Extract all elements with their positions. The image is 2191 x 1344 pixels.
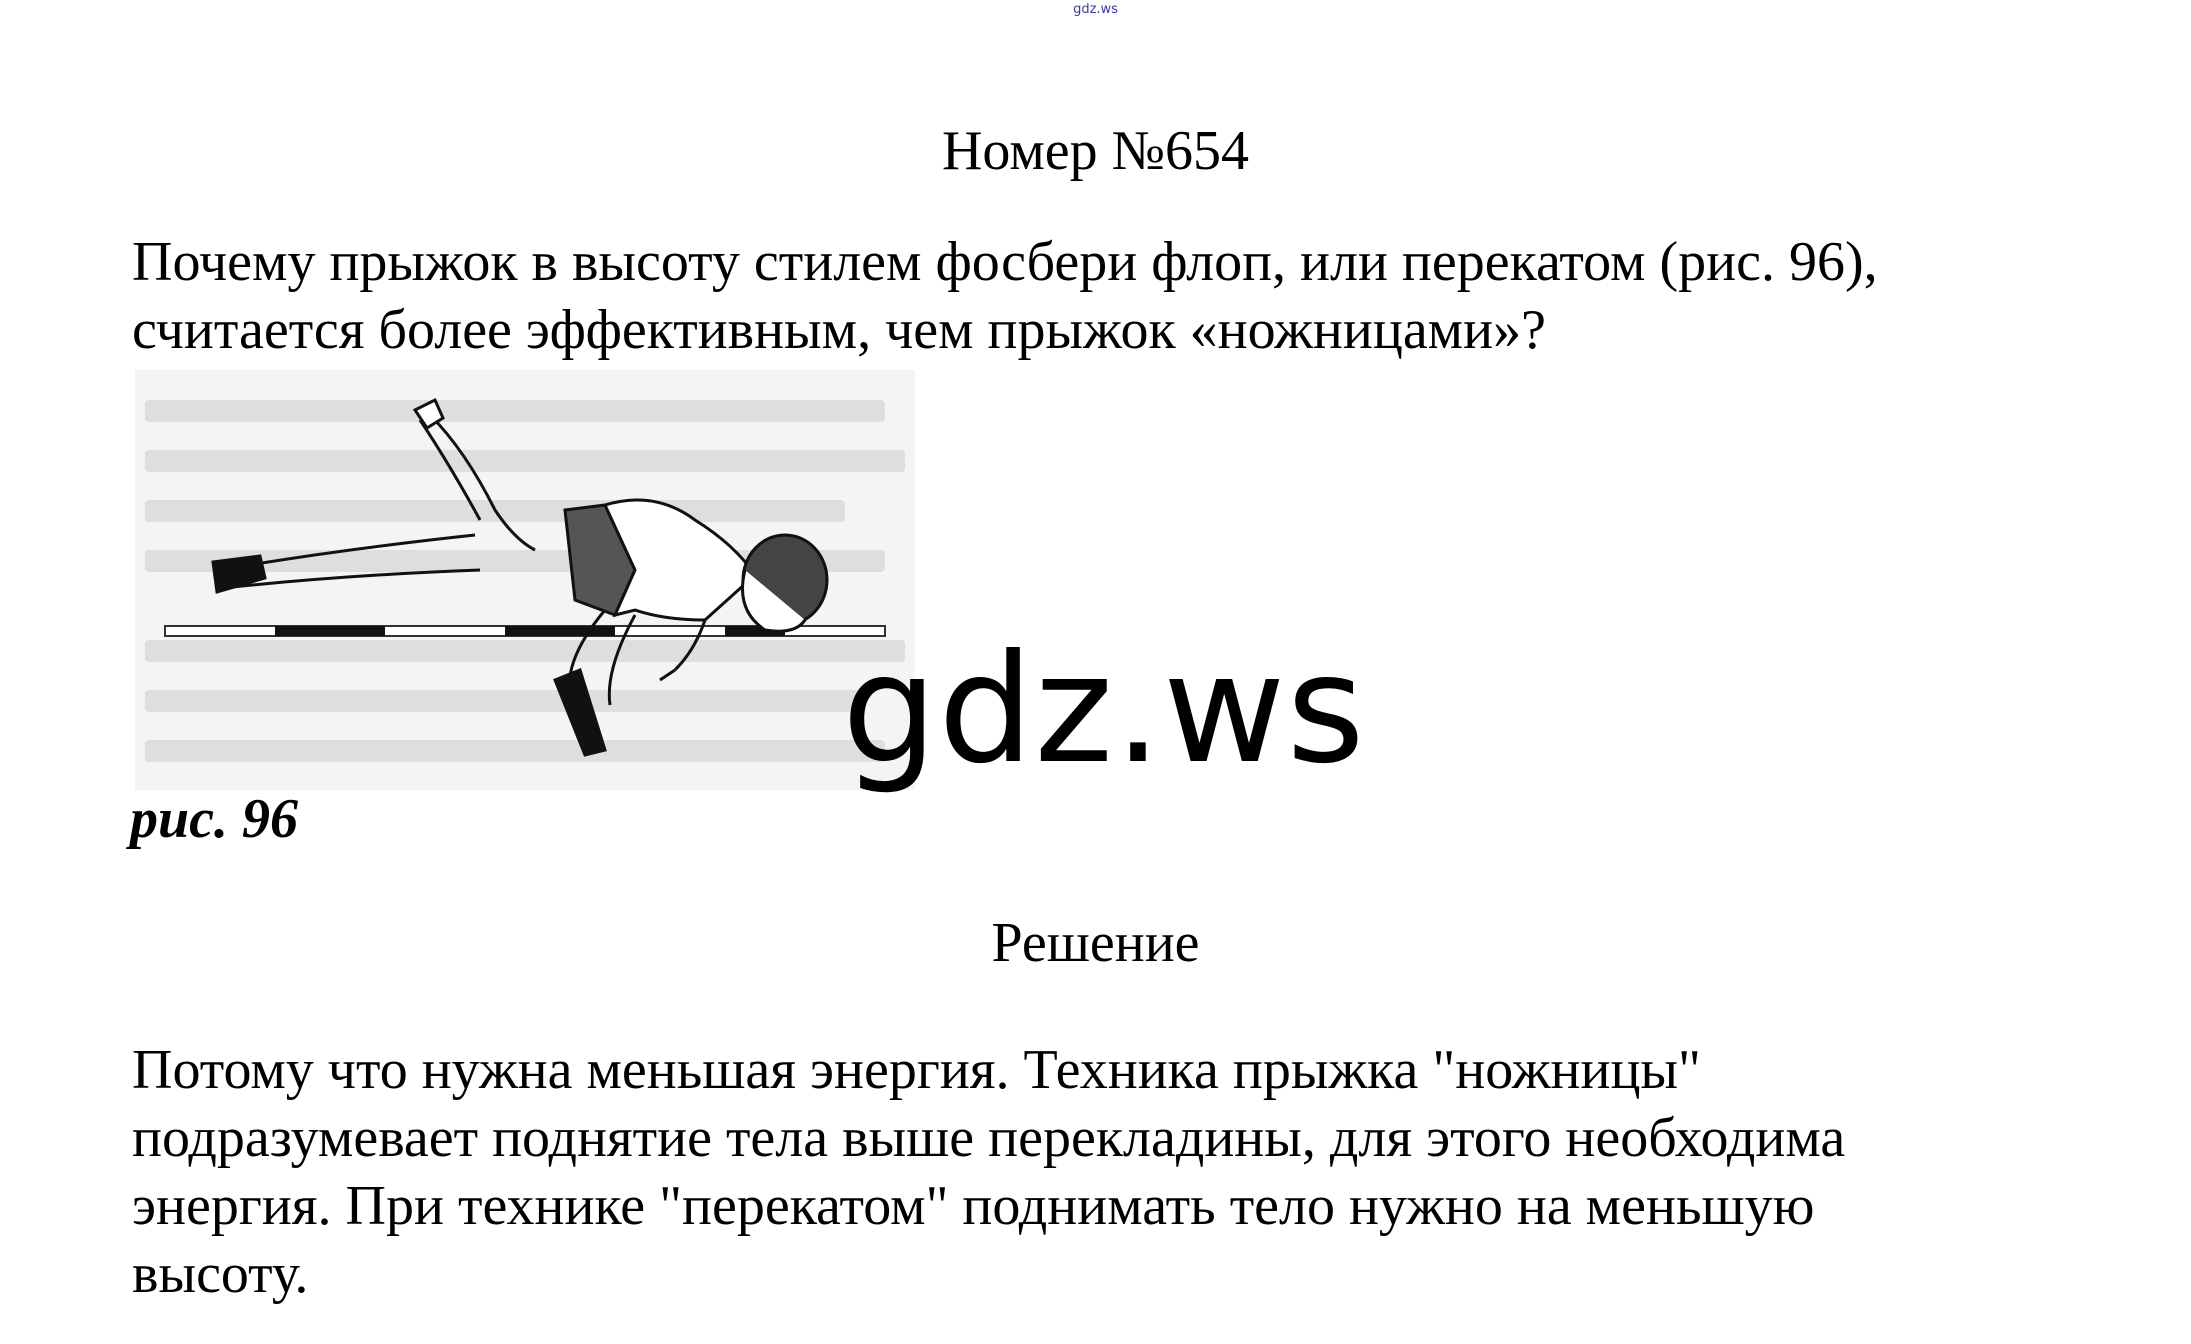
watermark-logo: gdz.ws	[842, 623, 1366, 797]
figure-caption: рис. 96	[130, 788, 298, 850]
question-text	[132, 228, 2112, 364]
question-line: Почему прыжок в высоту стилем фосбери флоп, или перекатом (рис. 96),	[132, 231, 1878, 293]
page-title: Номер №654	[941, 120, 1250, 182]
question-line: считается более эффективным, чем прыжок «ножницами»?	[132, 299, 1546, 361]
answer-text	[132, 1036, 2112, 1308]
site-mark: gdz.ws	[1073, 2, 1118, 17]
solution-heading: Решение	[991, 912, 1200, 974]
answer-line: энергия. При технике "перекатом" поднимать тело нужно на меньшую	[132, 1175, 1815, 1237]
answer-line: подразумевает поднятие тела выше перекладины, для этого необходима	[132, 1107, 1846, 1169]
answer-line: Потому что нужна меньшая энергия. Техника прыжка "ножницы"	[132, 1039, 1701, 1101]
high-jump-illustration	[135, 370, 915, 790]
figure-high-jump	[135, 370, 915, 790]
answer-line: высоту.	[132, 1243, 309, 1305]
